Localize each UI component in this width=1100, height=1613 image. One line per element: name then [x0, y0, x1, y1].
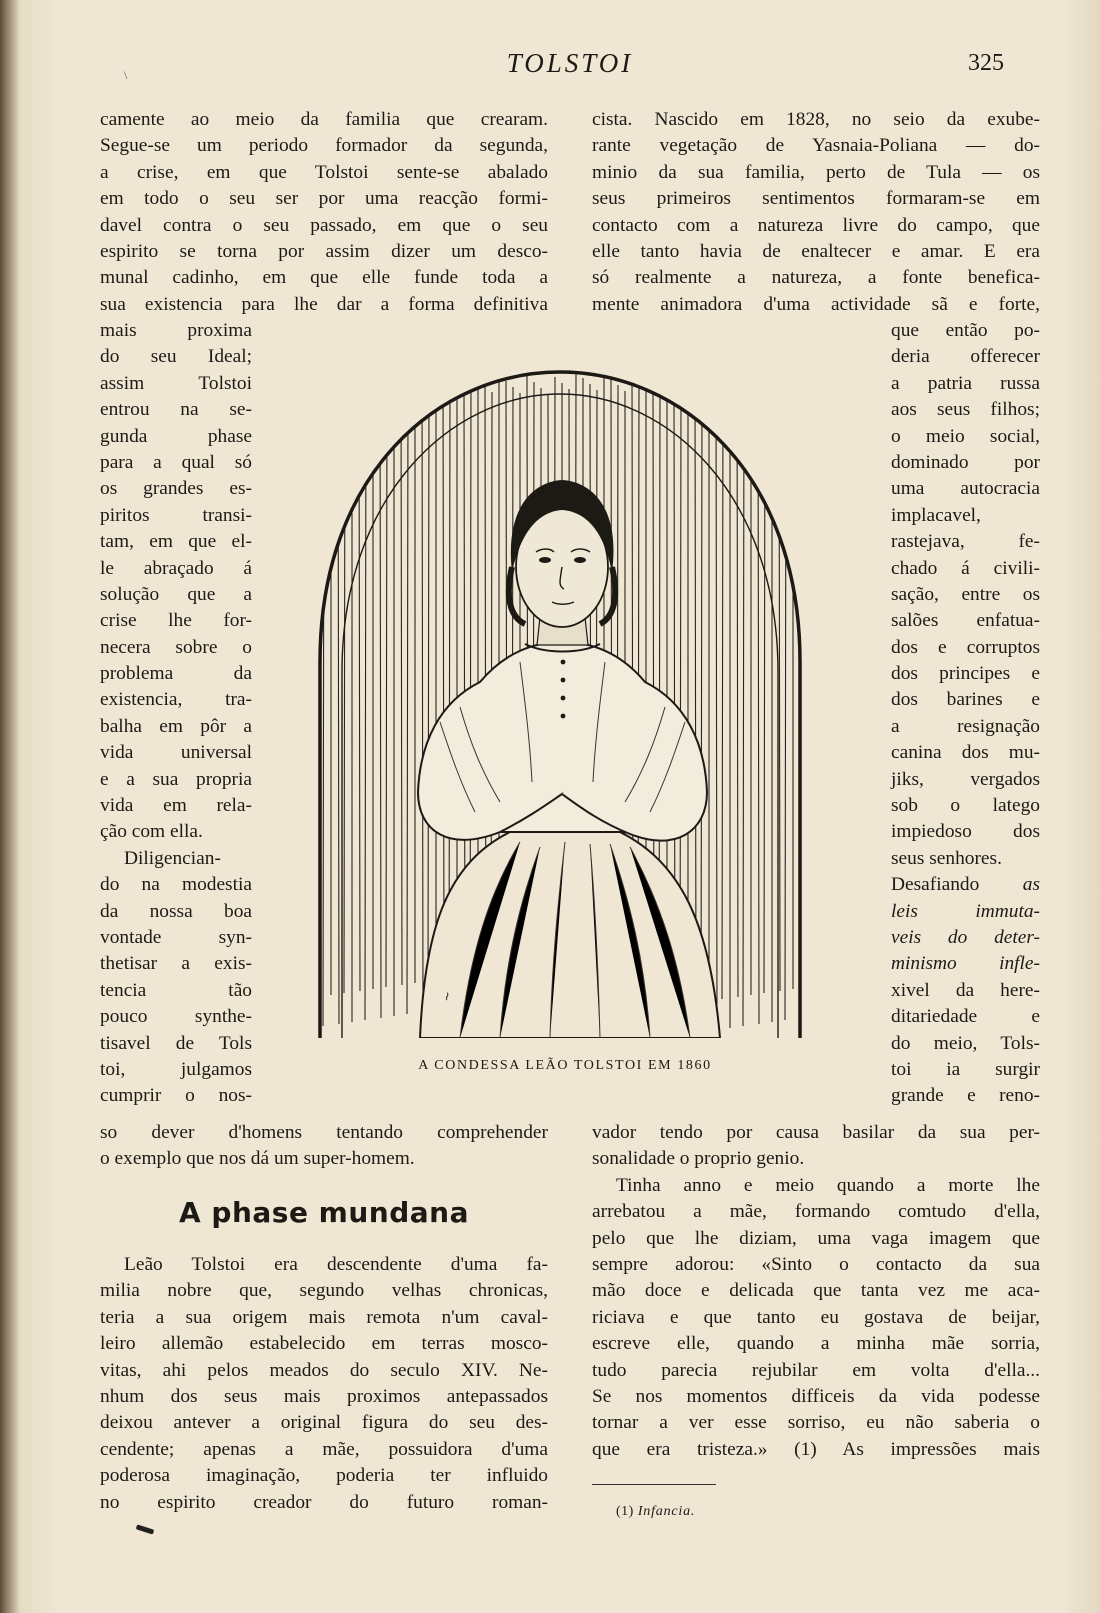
text-line: munal cadinho, em que elle funde toda a: [100, 267, 548, 289]
text-line: espirito se torna por assim dizer um desco-: [100, 240, 548, 262]
text-line: dos principes e: [891, 663, 1040, 685]
text-line: jiks, vergados: [891, 768, 1040, 790]
text-line: que era tristeza.» (1) As impressões mais: [592, 1438, 1040, 1460]
text-line: toi ia surgir: [891, 1058, 1040, 1080]
text-line: leiro allemão estabelecido em terras mosco-: [100, 1333, 548, 1355]
text-line: deixou antever a original figura do seu des-: [100, 1412, 548, 1434]
text-line: entrou na se-: [100, 399, 252, 421]
text-line: no espirito creador do futuro roman-: [100, 1491, 548, 1513]
text-line: chado á civili-: [891, 557, 1040, 579]
text-line: os grandes es-: [100, 478, 252, 500]
text-line: só realmente a natureza, a fonte benefica-: [592, 267, 1040, 289]
text-line: o exemplo que nos dá um super-homem.: [100, 1148, 415, 1170]
text-line: a resignação: [891, 715, 1040, 737]
text-line: e a sua propria: [100, 768, 252, 790]
right-column-narrow-text: [891, 318, 1040, 1110]
text-line: sação, entre os: [891, 583, 1040, 605]
portrait-illustration: [300, 362, 820, 1038]
ink-speck: \: [124, 68, 128, 82]
hatch-stroke: [380, 388, 381, 1018]
hatch-stroke: [365, 376, 366, 1020]
text-line: le abraçado á: [100, 557, 252, 579]
text-line: vida universal: [100, 742, 252, 764]
text-line: poderosa imaginação, poderia ter influido: [100, 1465, 548, 1487]
text-line: mente animadora d'uma actividade sã e forte,: [592, 293, 1040, 315]
text-line: sempre adorou: «Sinto o contacto da sua: [592, 1253, 1040, 1275]
left-column-top-text: [100, 107, 548, 318]
hatch-stroke: [338, 375, 339, 1024]
text-line: uma autocracia: [891, 478, 1040, 500]
italic-text-line: leis immuta-: [891, 900, 1040, 922]
footnote-rule: [592, 1484, 716, 1485]
text-line: piritos transi-: [100, 504, 252, 526]
text-line: ditariedade e: [891, 1006, 1040, 1028]
text-line: deria offerecer: [891, 346, 1040, 368]
hatch-stroke: [428, 384, 429, 981]
text-line: cista. Nascido em 1828, no seio da exube-: [592, 109, 1040, 130]
right-column-bottom-text: [592, 1120, 1040, 1463]
hatch-stroke: [695, 382, 696, 1003]
text-fragment: Desafiando: [891, 874, 980, 896]
text-line: sob o latego: [891, 795, 1040, 817]
text-line: do seu Ideal;: [100, 346, 252, 368]
text-line: aos seus filhos;: [891, 399, 1040, 421]
hatch-stroke: [407, 389, 408, 1014]
text-line: milia nobre que, segundo velhas chronicas,: [100, 1280, 548, 1302]
hatch-stroke: [743, 378, 744, 1026]
text-line: salões enfatua-: [891, 610, 1040, 632]
text-line: implacavel,: [891, 504, 981, 526]
text-line: vitas, ahi pelos meados do seculo XIV. Ne-: [100, 1359, 548, 1381]
text-line: mais proxima: [100, 320, 252, 341]
text-line: solução que a: [100, 583, 252, 605]
text-line: escreve elle, quando a minha mãe sorria,: [592, 1333, 1040, 1355]
text-line: ção com ella.: [100, 821, 203, 843]
text-line: mão doce e delicada que tanta vez me aca-: [592, 1280, 1040, 1302]
text-line-with-italic: [891, 872, 1040, 898]
hatch-stroke: [443, 373, 444, 979]
hatch-stroke: [344, 381, 345, 993]
hatch-stroke: [779, 385, 780, 991]
text-line: davel contra o seu passado, em que o seu: [100, 214, 548, 236]
text-line: minio da sua familia, perto de Tula — os: [592, 161, 1040, 183]
hatch-stroke: [764, 373, 765, 993]
text-line: problema da: [100, 663, 252, 685]
ink-smudge: [136, 1524, 155, 1534]
italic-text: as: [1022, 874, 1040, 896]
text-line: vida em rela-: [100, 795, 252, 817]
left-column-bottom-text: [100, 1120, 548, 1173]
page-number: 325: [968, 50, 1004, 76]
text-line: grande e reno-: [891, 1085, 1040, 1107]
text-line: em todo o seu ser por uma reacção formi-: [100, 188, 548, 210]
text-line: pouco synthe-: [100, 1006, 252, 1028]
hatch-stroke: [758, 390, 759, 1024]
text-line: arrebatou a mãe, formando comtudo d'ella,: [592, 1201, 1040, 1223]
right-column-top-text: [592, 107, 1040, 318]
text-line: camente ao meio da familia que crearam.: [100, 109, 548, 130]
footnote: [616, 1504, 695, 1520]
left-column-narrow-text: [100, 318, 252, 1110]
text-line: contacto com a natureza livre do campo, que: [592, 214, 1040, 236]
text-line: Se nos momentos difficeis da vida podesse: [592, 1385, 1040, 1407]
text-line: que então po-: [891, 320, 1040, 341]
artist-signature: ~: [439, 990, 455, 1003]
hatch-stroke: [722, 383, 723, 999]
text-line: Tinha anno e meio quando a morte lhe: [616, 1174, 1040, 1196]
text-line: riciava e que tanto eu gostava de beijar,: [592, 1306, 1040, 1328]
italic-text-line: veis do deter-: [891, 926, 1040, 948]
text-line: a patria russa: [891, 372, 1040, 394]
footnote-marker: (1): [616, 1504, 634, 1519]
text-line: impiedoso dos: [891, 821, 1040, 843]
text-line: cendente; apenas a mãe, possuidora d'uma: [100, 1438, 548, 1460]
text-line: sonalidade o proprio genio.: [592, 1148, 805, 1170]
text-line: vontade syn-: [100, 926, 252, 948]
text-line: balha em pôr a: [100, 715, 252, 737]
text-line: do meio, Tols-: [891, 1032, 1040, 1054]
text-line: seus primeiros sentimentos formaram-se em: [592, 188, 1040, 210]
hatch-stroke: [422, 378, 423, 1012]
text-line: dos barines e: [891, 689, 1040, 711]
hatch-stroke: [359, 393, 360, 991]
text-line: Diligencian-: [124, 847, 221, 869]
footnote-text: Infancia.: [637, 1504, 696, 1519]
hatch-stroke: [386, 394, 387, 987]
text-line: o meio social,: [891, 425, 1040, 447]
text-line: tornar a ver esse sorriso, eu não saberia o: [592, 1412, 1040, 1434]
hatch-stroke: [323, 386, 324, 1026]
text-line: sua existencia para lhe dar a forma definitiva: [100, 293, 548, 315]
text-line: crise lhe for-: [100, 610, 252, 632]
text-line: toi, julgamos: [100, 1058, 252, 1080]
text-line: canina dos mu-: [891, 742, 1040, 764]
text-line: so dever d'homens tentando comprehender: [100, 1122, 548, 1143]
text-line: nhum dos seus mais proximos antepassados: [100, 1385, 548, 1407]
text-line: cumprir o nos-: [100, 1085, 252, 1107]
text-line: tam, em que el-: [100, 531, 252, 553]
text-line: xivel da here-: [891, 979, 1040, 1001]
italic-text-line: minismo infle-: [891, 953, 1040, 975]
section-body-text: [100, 1252, 548, 1516]
section-heading: A phase mundana: [178, 1196, 469, 1229]
text-line: para a qual só: [100, 451, 252, 473]
text-line: dos e corruptos: [891, 636, 1040, 658]
text-line: da nossa boa: [100, 900, 252, 922]
text-line: rastejava, fe-: [891, 531, 1040, 553]
text-line: pelo que lhe diziam, uma vaga imagem que: [592, 1227, 1040, 1249]
text-line: vador tendo por causa basilar da sua per-: [592, 1122, 1040, 1143]
text-line: tisavel de Tols: [100, 1032, 252, 1054]
hatch-stroke: [737, 372, 738, 997]
text-line: dominado por: [891, 451, 1040, 473]
text-line: thetisar a exis-: [100, 953, 252, 975]
text-line: gunda phase: [100, 425, 252, 447]
text-line: elle tanto havia de enaltecer e amar. E era: [592, 240, 1040, 262]
text-line: assim Tolstoi: [100, 372, 252, 394]
running-header-title: TOLSTOI: [506, 48, 634, 78]
illustration-caption: A CONDESSA LEÃO TOLSTOI EM 1860: [418, 1058, 712, 1073]
text-line: tudo parecia rejubilar em volta d'ella...: [592, 1359, 1040, 1381]
text-line: do na modestia: [100, 874, 252, 896]
text-line: existencia, tra-: [100, 689, 252, 711]
text-line: tencia tão: [100, 979, 252, 1001]
text-line: necera sobre o: [100, 636, 252, 658]
text-line: Segue-se um periodo formador da segunda,: [100, 135, 548, 157]
text-line: teria a sua origem mais remota n'um caval-: [100, 1306, 548, 1328]
hatch-stroke: [401, 383, 402, 985]
text-line: Leão Tolstoi era descendente d'uma fa-: [124, 1254, 548, 1275]
text-line: a crise, em que Tolstoi sente-se abalado: [100, 161, 548, 183]
text-line: seus senhores.: [891, 847, 1002, 869]
hatch-stroke: [785, 391, 786, 1020]
text-line: rante vegetação de Yasnaia-Poliana — do-: [592, 135, 1040, 157]
